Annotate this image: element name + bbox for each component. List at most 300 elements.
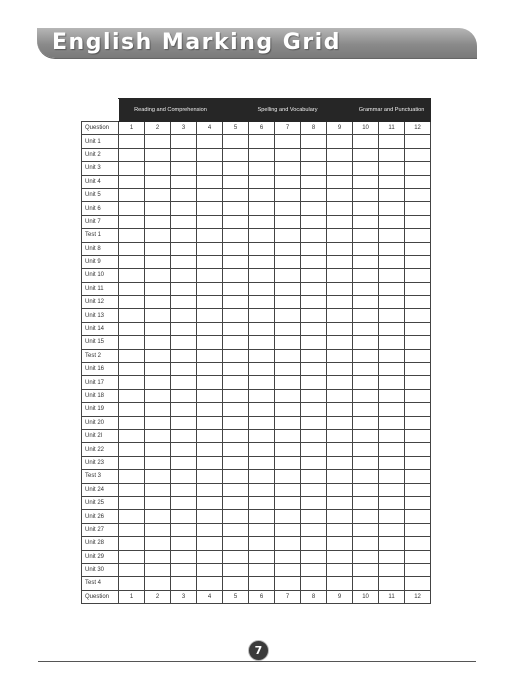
mark-cell (171, 510, 197, 523)
mark-cell (145, 389, 171, 402)
mark-cell (145, 215, 171, 228)
mark-cell (327, 483, 353, 496)
mark-cell (379, 577, 405, 590)
mark-cell (379, 202, 405, 215)
mark-cell (197, 175, 223, 188)
table-row (82, 215, 431, 228)
mark-cell (197, 376, 223, 389)
mark-cell (405, 229, 431, 242)
mark-cell (379, 188, 405, 201)
mark-cell (353, 336, 379, 349)
mark-cell (223, 282, 249, 295)
mark-cell (379, 135, 405, 148)
table-row (82, 229, 431, 242)
mark-cell (197, 577, 223, 590)
mark-cell (197, 496, 223, 509)
mark-cell (353, 563, 379, 576)
mark-cell (249, 242, 275, 255)
mark-cell (327, 296, 353, 309)
mark-cell (119, 296, 145, 309)
mark-cell (249, 269, 275, 282)
mark-cell (353, 322, 379, 335)
mark-cell (249, 496, 275, 509)
mark-cell (171, 376, 197, 389)
mark-cell (145, 470, 171, 483)
mark-cell (301, 443, 327, 456)
section-reading-comprehension: Reading and Comprehension (119, 99, 223, 122)
row-label: Test 1 (82, 229, 119, 242)
table-row (82, 188, 431, 201)
mark-cell (197, 443, 223, 456)
mark-cell (327, 282, 353, 295)
mark-cell (327, 175, 353, 188)
mark-cell (249, 296, 275, 309)
mark-cell (405, 483, 431, 496)
mark-cell (353, 416, 379, 429)
mark-cell (249, 389, 275, 402)
mark-cell (223, 416, 249, 429)
mark-cell (145, 523, 171, 536)
mark-cell (145, 563, 171, 576)
mark-cell (379, 363, 405, 376)
mark-cell (223, 563, 249, 576)
question-number: 5 (223, 590, 249, 603)
question-number: 6 (249, 122, 275, 135)
mark-cell (171, 563, 197, 576)
mark-cell (353, 483, 379, 496)
mark-cell (119, 162, 145, 175)
row-label: Unit 24 (82, 483, 119, 496)
mark-cell (119, 443, 145, 456)
mark-cell (197, 255, 223, 268)
mark-cell (301, 456, 327, 469)
mark-cell (379, 309, 405, 322)
mark-cell (301, 376, 327, 389)
mark-cell (327, 470, 353, 483)
mark-cell (223, 470, 249, 483)
mark-cell (275, 242, 301, 255)
table-row (82, 135, 431, 148)
mark-cell (327, 336, 353, 349)
mark-cell (327, 229, 353, 242)
row-label: Test 4 (82, 577, 119, 590)
mark-cell (249, 309, 275, 322)
mark-cell (301, 496, 327, 509)
mark-cell (379, 242, 405, 255)
mark-cell (197, 349, 223, 362)
mark-cell (353, 349, 379, 362)
mark-cell (327, 429, 353, 442)
mark-cell (249, 456, 275, 469)
mark-cell (145, 309, 171, 322)
mark-cell (301, 175, 327, 188)
mark-cell (223, 242, 249, 255)
row-label: Unit 11 (82, 282, 119, 295)
mark-cell (353, 202, 379, 215)
mark-cell (405, 577, 431, 590)
mark-cell (327, 376, 353, 389)
mark-cell (119, 483, 145, 496)
mark-cell (145, 376, 171, 389)
mark-cell (171, 215, 197, 228)
mark-cell (405, 148, 431, 161)
table-row (82, 336, 431, 349)
row-label: Unit 13 (82, 309, 119, 322)
mark-cell (379, 416, 405, 429)
mark-cell (275, 416, 301, 429)
mark-cell (145, 269, 171, 282)
row-label: Unit 4 (82, 175, 119, 188)
mark-cell (301, 523, 327, 536)
mark-cell (327, 135, 353, 148)
mark-cell (353, 242, 379, 255)
mark-cell (197, 309, 223, 322)
mark-cell (197, 215, 223, 228)
mark-cell (171, 229, 197, 242)
question-number: 12 (405, 590, 431, 603)
mark-cell (197, 336, 223, 349)
mark-cell (223, 202, 249, 215)
mark-cell (353, 537, 379, 550)
mark-cell (353, 269, 379, 282)
mark-cell (275, 403, 301, 416)
row-label: Unit 10 (82, 269, 119, 282)
mark-cell (405, 255, 431, 268)
mark-cell (197, 162, 223, 175)
mark-cell (301, 336, 327, 349)
mark-cell (275, 483, 301, 496)
mark-cell (301, 363, 327, 376)
mark-cell (197, 429, 223, 442)
mark-cell (405, 188, 431, 201)
mark-cell (197, 148, 223, 161)
mark-cell (405, 215, 431, 228)
mark-cell (379, 537, 405, 550)
mark-cell (405, 456, 431, 469)
row-label: Unit 17 (82, 376, 119, 389)
mark-cell (223, 162, 249, 175)
mark-cell (223, 537, 249, 550)
mark-cell (197, 363, 223, 376)
mark-cell (405, 309, 431, 322)
mark-cell (249, 577, 275, 590)
question-number: 5 (223, 122, 249, 135)
table-row (82, 577, 431, 590)
mark-cell (197, 389, 223, 402)
section-spelling-vocabulary: Spelling and Vocabulary (223, 99, 353, 122)
mark-cell (223, 496, 249, 509)
mark-cell (275, 148, 301, 161)
mark-cell (379, 429, 405, 442)
mark-cell (249, 255, 275, 268)
table-row (82, 202, 431, 215)
mark-cell (353, 148, 379, 161)
row-label: Unit 6 (82, 202, 119, 215)
row-label: Unit 7 (82, 215, 119, 228)
mark-cell (145, 456, 171, 469)
mark-cell (171, 188, 197, 201)
mark-cell (119, 282, 145, 295)
mark-cell (275, 188, 301, 201)
mark-cell (249, 148, 275, 161)
mark-cell (171, 336, 197, 349)
mark-cell (301, 349, 327, 362)
table-row (82, 282, 431, 295)
mark-cell (223, 215, 249, 228)
mark-cell (145, 188, 171, 201)
mark-cell (223, 443, 249, 456)
mark-cell (119, 188, 145, 201)
row-label: Unit 26 (82, 510, 119, 523)
mark-cell (119, 215, 145, 228)
mark-cell (249, 550, 275, 563)
row-label: Unit 30 (82, 563, 119, 576)
row-label: Unit 18 (82, 389, 119, 402)
mark-cell (171, 550, 197, 563)
mark-cell (119, 202, 145, 215)
mark-cell (119, 148, 145, 161)
mark-cell (379, 175, 405, 188)
mark-cell (327, 309, 353, 322)
mark-cell (119, 416, 145, 429)
mark-cell (249, 403, 275, 416)
mark-cell (275, 269, 301, 282)
mark-cell (301, 389, 327, 402)
mark-cell (327, 255, 353, 268)
mark-cell (223, 456, 249, 469)
question-number: 2 (145, 590, 171, 603)
table-row (82, 523, 431, 536)
mark-cell (301, 416, 327, 429)
question-number: 8 (301, 122, 327, 135)
mark-cell (171, 429, 197, 442)
table-row (82, 550, 431, 563)
row-label: Question (82, 122, 119, 135)
mark-cell (327, 188, 353, 201)
table-row (82, 403, 431, 416)
mark-cell (145, 403, 171, 416)
mark-cell (249, 135, 275, 148)
mark-cell (197, 135, 223, 148)
mark-cell (275, 363, 301, 376)
mark-cell (405, 269, 431, 282)
row-label: Unit 15 (82, 336, 119, 349)
mark-cell (197, 188, 223, 201)
mark-cell (197, 523, 223, 536)
mark-cell (223, 510, 249, 523)
mark-cell (275, 550, 301, 563)
mark-cell (223, 403, 249, 416)
mark-cell (275, 229, 301, 242)
mark-cell (301, 296, 327, 309)
mark-cell (223, 229, 249, 242)
mark-cell (275, 510, 301, 523)
mark-cell (197, 229, 223, 242)
mark-cell (405, 470, 431, 483)
table-row (82, 162, 431, 175)
mark-cell (249, 429, 275, 442)
mark-cell (171, 443, 197, 456)
mark-cell (405, 537, 431, 550)
mark-cell (223, 349, 249, 362)
mark-cell (119, 577, 145, 590)
mark-cell (145, 162, 171, 175)
mark-cell (249, 416, 275, 429)
marking-grid (81, 98, 431, 604)
mark-cell (249, 376, 275, 389)
mark-cell (119, 229, 145, 242)
mark-cell (353, 456, 379, 469)
table-row (82, 322, 431, 335)
mark-cell (405, 242, 431, 255)
mark-cell (275, 389, 301, 402)
question-number: 2 (145, 122, 171, 135)
mark-cell (119, 322, 145, 335)
mark-cell (145, 229, 171, 242)
mark-cell (353, 215, 379, 228)
table-row (82, 349, 431, 362)
mark-cell (249, 282, 275, 295)
mark-cell (197, 416, 223, 429)
mark-cell (353, 282, 379, 295)
mark-cell (249, 162, 275, 175)
mark-cell (223, 269, 249, 282)
mark-cell (197, 322, 223, 335)
mark-cell (301, 255, 327, 268)
mark-cell (353, 309, 379, 322)
row-label: Unit 29 (82, 550, 119, 563)
mark-cell (223, 309, 249, 322)
table-row (82, 456, 431, 469)
mark-cell (119, 389, 145, 402)
table-row (82, 296, 431, 309)
question-number: 10 (353, 122, 379, 135)
mark-cell (353, 403, 379, 416)
mark-cell (197, 269, 223, 282)
mark-cell (197, 550, 223, 563)
mark-cell (119, 363, 145, 376)
mark-cell (327, 148, 353, 161)
mark-cell (275, 309, 301, 322)
mark-cell (223, 429, 249, 442)
mark-cell (405, 135, 431, 148)
mark-cell (119, 269, 145, 282)
question-number: 3 (171, 590, 197, 603)
question-number: 6 (249, 590, 275, 603)
mark-cell (301, 309, 327, 322)
mark-cell (327, 443, 353, 456)
question-footer-row (82, 590, 431, 603)
mark-cell (119, 537, 145, 550)
mark-cell (301, 577, 327, 590)
mark-cell (353, 296, 379, 309)
row-label: Test 3 (82, 470, 119, 483)
mark-cell (301, 215, 327, 228)
mark-cell (327, 456, 353, 469)
table-row (82, 443, 431, 456)
row-label: Unit 2 (82, 148, 119, 161)
mark-cell (327, 349, 353, 362)
mark-cell (405, 416, 431, 429)
mark-cell (171, 202, 197, 215)
mark-cell (327, 550, 353, 563)
mark-cell (145, 483, 171, 496)
mark-cell (249, 510, 275, 523)
mark-cell (353, 429, 379, 442)
mark-cell (275, 523, 301, 536)
mark-cell (275, 135, 301, 148)
mark-cell (301, 510, 327, 523)
mark-cell (327, 577, 353, 590)
mark-cell (223, 296, 249, 309)
mark-cell (223, 135, 249, 148)
mark-cell (379, 470, 405, 483)
question-number: 3 (171, 122, 197, 135)
mark-cell (405, 363, 431, 376)
mark-cell (327, 215, 353, 228)
mark-cell (249, 349, 275, 362)
table-row (82, 269, 431, 282)
mark-cell (145, 349, 171, 362)
row-label: Unit 19 (82, 403, 119, 416)
mark-cell (327, 537, 353, 550)
mark-cell (223, 336, 249, 349)
mark-cell (171, 255, 197, 268)
page-title: English Marking Grid (52, 30, 341, 55)
mark-cell (197, 537, 223, 550)
mark-cell (405, 202, 431, 215)
mark-cell (353, 389, 379, 402)
mark-cell (379, 523, 405, 536)
mark-cell (379, 269, 405, 282)
mark-cell (197, 510, 223, 523)
mark-cell (379, 215, 405, 228)
mark-cell (119, 242, 145, 255)
mark-cell (275, 175, 301, 188)
mark-cell (275, 282, 301, 295)
mark-cell (301, 470, 327, 483)
mark-cell (379, 563, 405, 576)
mark-cell (197, 470, 223, 483)
mark-cell (119, 336, 145, 349)
mark-cell (223, 255, 249, 268)
question-number: 9 (327, 590, 353, 603)
mark-cell (405, 403, 431, 416)
row-label: Unit 28 (82, 537, 119, 550)
row-label: Unit 23 (82, 456, 119, 469)
mark-cell (379, 336, 405, 349)
mark-cell (275, 336, 301, 349)
mark-cell (145, 202, 171, 215)
mark-cell (197, 202, 223, 215)
mark-cell (249, 563, 275, 576)
question-number: 4 (197, 590, 223, 603)
row-label: Unit 20 (82, 416, 119, 429)
mark-cell (197, 483, 223, 496)
mark-cell (405, 443, 431, 456)
mark-cell (119, 309, 145, 322)
mark-cell (119, 523, 145, 536)
row-label: Unit 22 (82, 443, 119, 456)
mark-cell (379, 282, 405, 295)
mark-cell (379, 148, 405, 161)
question-number: 4 (197, 122, 223, 135)
mark-cell (275, 376, 301, 389)
mark-cell (119, 510, 145, 523)
table-row (82, 175, 431, 188)
mark-cell (145, 443, 171, 456)
question-number: 11 (379, 590, 405, 603)
